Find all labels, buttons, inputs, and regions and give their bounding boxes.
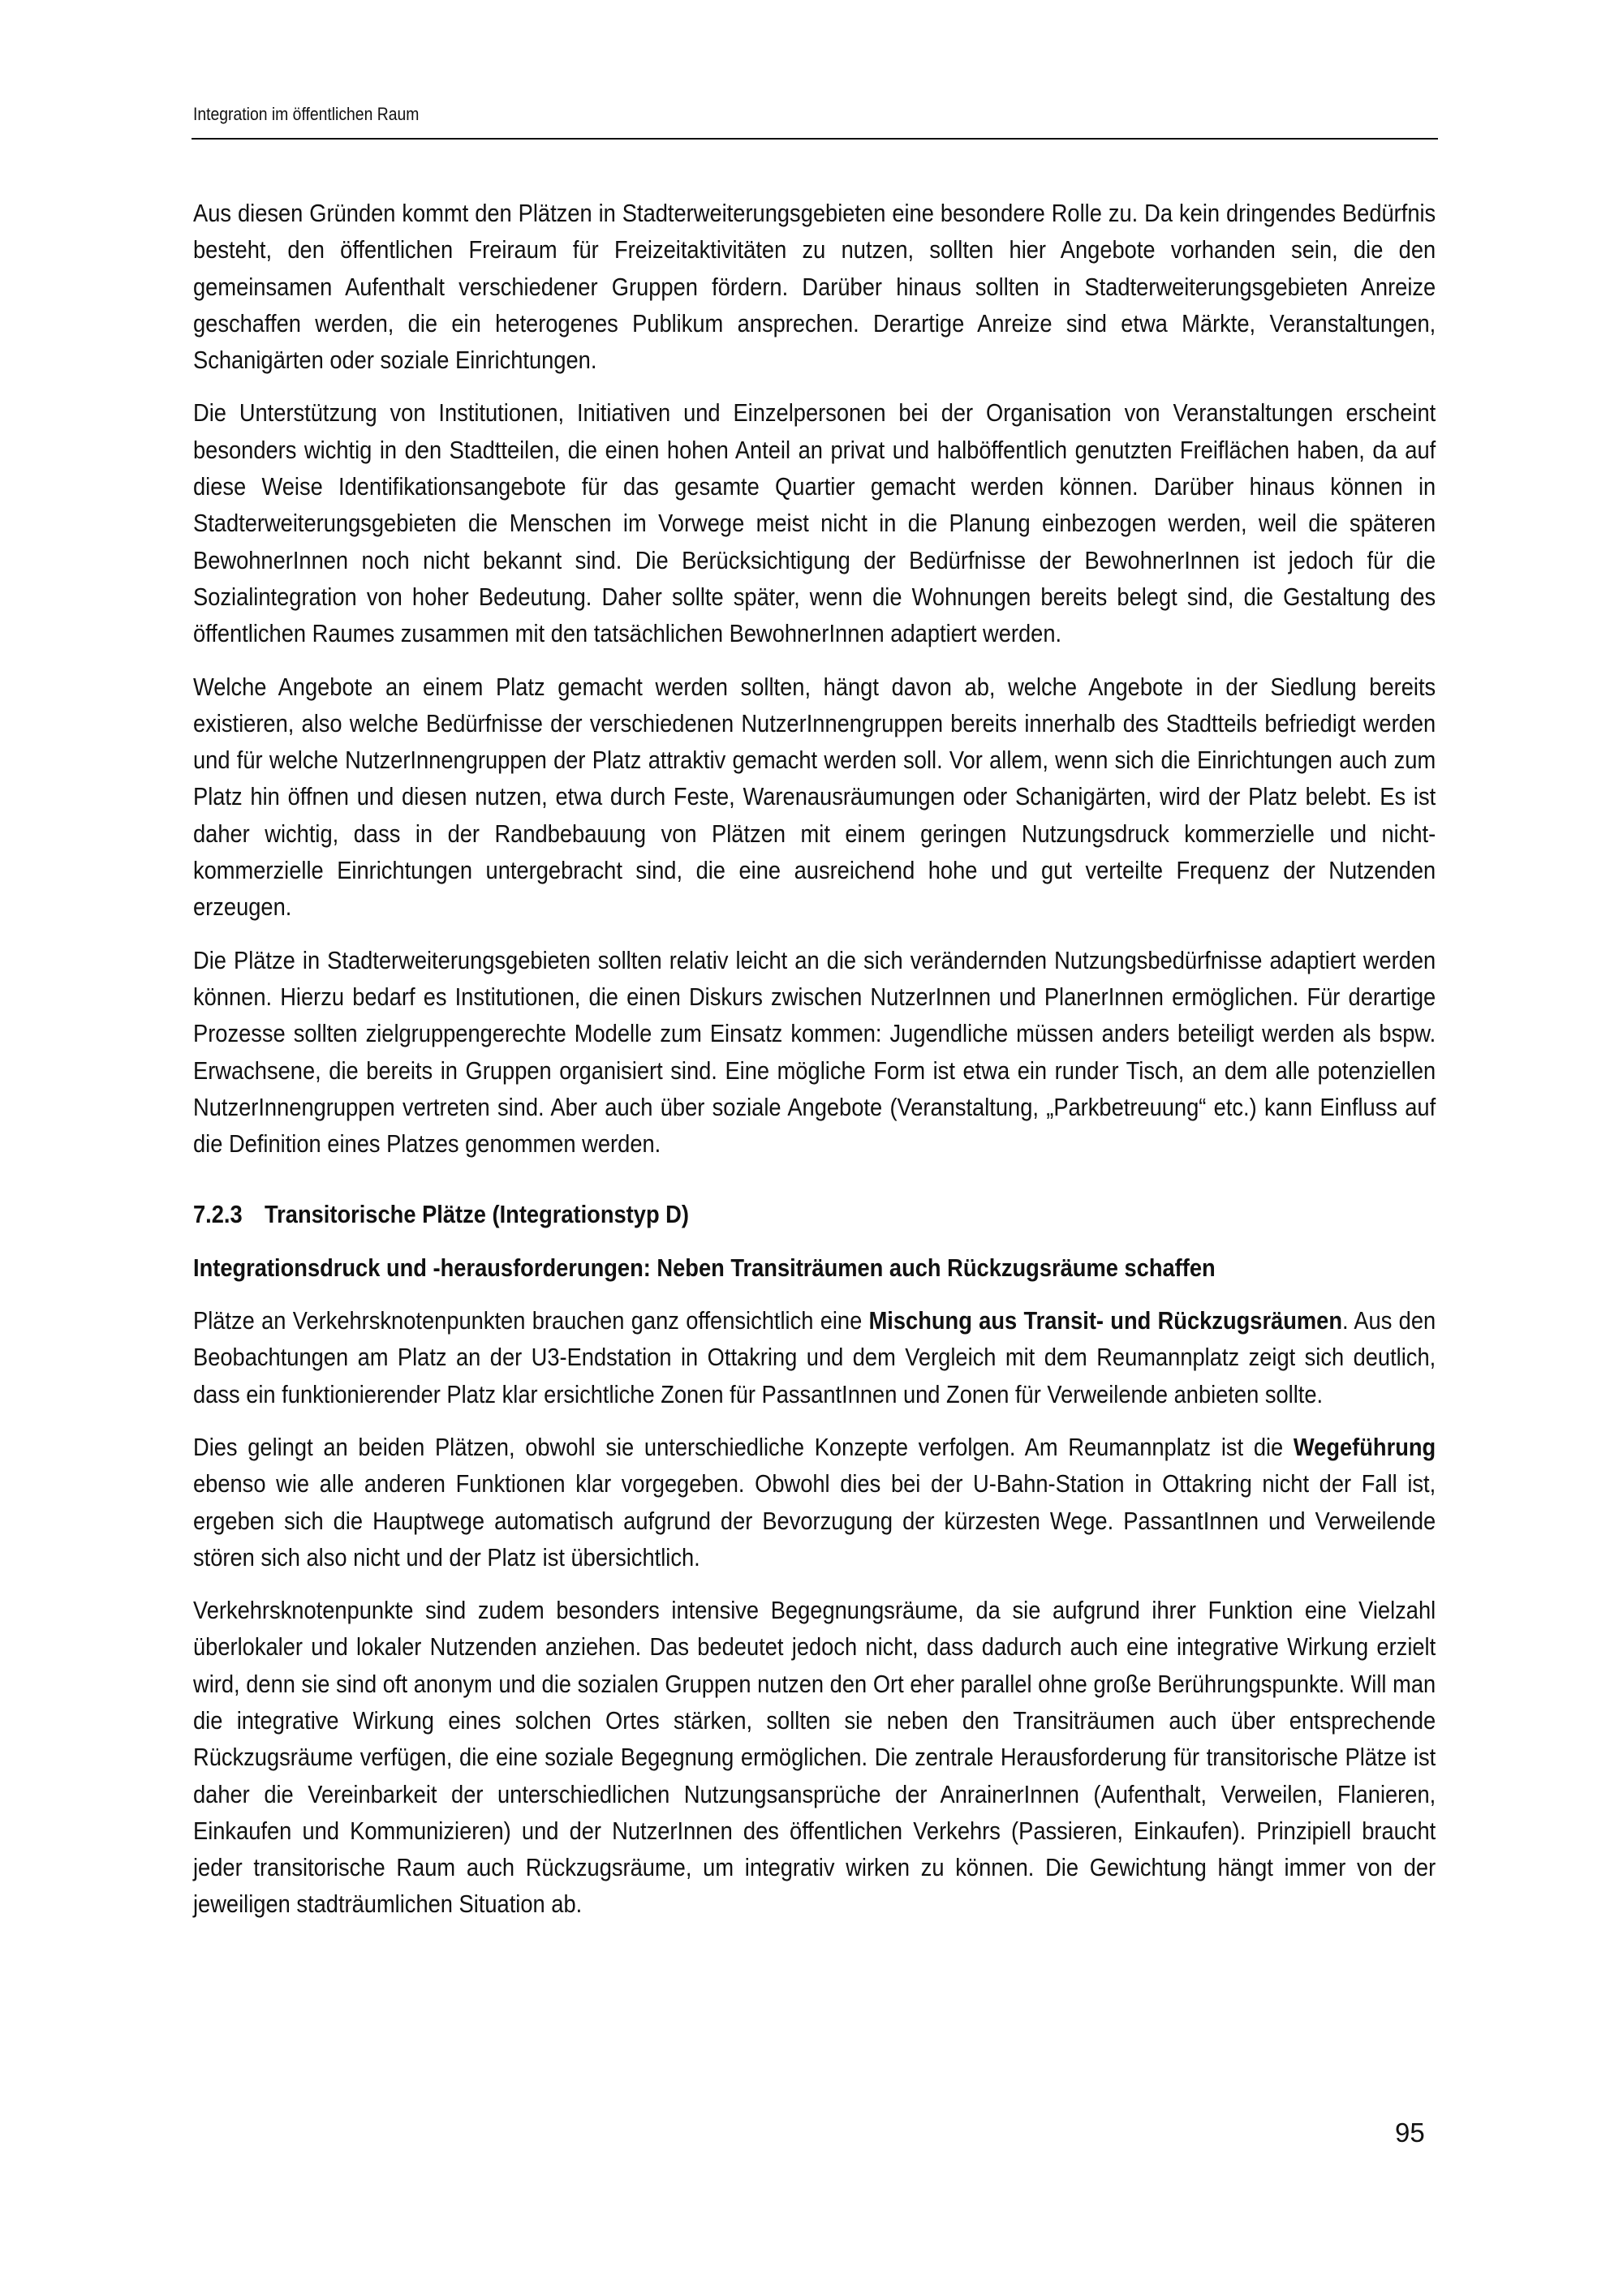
section-title: Transitorische Plätze (Integrationstyp D) — [265, 1200, 689, 1229]
section-number: 7.2.3 — [193, 1200, 243, 1229]
paragraph-6 — [193, 1429, 1436, 1576]
section-heading — [193, 1196, 1436, 1232]
paragraph-6-text-a: Dies gelingt an beiden Plätzen, obwohl sie unterschiedliche Konzepte verfolgen. Am Reumannplatz ist die — [193, 1432, 1294, 1461]
paragraph-7: Verkehrsknotenpunkte sind zudem besonders intensive Begegnungsräume, da sie aufgrund ihrer Funktion eine Vielzahl überlokaler und lokaler Nutzenden anziehen. Das bedeutet jedoch nicht, dass dadurch auch eine integrative Wirkung erzielt wird, denn sie sind oft anonym und die sozialen Gruppen nutzen den Ort eher parallel ohne große Berührungspunkte. Will man die integrative Wirkung eines solchen Ortes stärken, sollten sie neben den Transiträumen auch über entsprechende Rückzugsräume verfügen, die eine soziale Begegnung ermöglichen. Die zentrale Herausforderung für transitorische Plätze ist daher die Vereinbarkeit der unterschiedlichen Nutzungsansprüche der AnrainerInnen (Aufenthalt, Verweilen, Flanieren, Einkaufen und Kommunizieren) und der NutzerInnen des öffentlichen Verkehrs (Passieren, Einkaufen). Prinzipiell braucht jeder transitorische Raum auch Rückzugsräume, um integrativ wirken zu können. Die Gewichtung hängt immer von der jeweiligen stadträumlichen Situation ab. — [193, 1596, 1436, 1919]
body-text — [193, 195, 1436, 1939]
paragraph-6-emphasis: Wegeführung — [1293, 1432, 1436, 1461]
running-header: Integration im öffentlichen Raum — [193, 104, 420, 124]
paragraph-3: Welche Angebote an einem Platz gemacht werden sollten, hängt davon ab, welche Angebote in der Siedlung bereits existieren, also welche Bedürfnisse der verschiedenen NutzerInnengruppen bereits innerhalb des Stadtteils befriedigt werden und für welche NutzerInnengruppen der Platz attraktiv gemacht werden soll. Vor allem, wenn sich die Einrichtungen auch zum Platz hin öffnen und diesen nutzen, etwa durch Feste, Warenausräumungen oder Schanigärten, wird der Platz belebt. Es ist daher wichtig, dass in der Randbebauung von Plätzen mit einem geringen Nutzungsdruck kommerzielle und nicht-kommerzielle Einrichtungen untergebracht sind, die eine ausreichend hohe und gut verteilte Frequenz der Nutzenden erzeugen. — [193, 672, 1436, 922]
paragraph-4: Die Plätze in Stadterweiterungsgebieten sollten relativ leicht an die sich verändernden Nutzungsbedürfnisse adaptiert werden können. Hierzu bedarf es Institutionen, die einen Diskurs zwischen NutzerInnen und PlanerInnen ermöglichen. Für derartige Prozesse sollten zielgruppengerechte Modelle zum Einsatz kommen: Jugendliche müssen anders beteiligt werden als bspw. Erwachsene, die bereits in Gruppen organisiert sind. Eine mögliche Form ist etwa ein runder Tisch, an dem alle potenziellen NutzerInnengruppen vertreten sind. Aber auch über soziale Angebote (Veranstaltung, „Parkbetreuung“ etc.) kann Einfluss auf die Definition eines Platzes genommen werden. — [193, 945, 1436, 1159]
header-rule — [192, 138, 1438, 140]
page-number: 95 — [1395, 2118, 1425, 2148]
paragraph-5-text-b: . Aus den Beobachtungen am Platz an der U3-Endstation in Ottakring und dem Vergleich mit dem Reumannplatz zeigt sich deutlich, dass ein funktionierender Platz klar ersichtliche Zonen für PassantInnen und Zonen für Verweilende anbieten sollte. — [193, 1306, 1436, 1408]
paragraph-2: Die Unterstützung von Institutionen, Initiativen und Einzelpersonen bei der Organisation von Veranstaltungen erscheint besonders wichtig in den Stadtteilen, die einen hohen Anteil an privat und halböffentlich genutzten Freiflächen haben, da auf diese Weise Identifikationsangebote für das gesamte Quartier gemacht werden können. Darüber hinaus können in Stadterweiterungsgebieten die Menschen im Vorwege meist nicht in die Planung einbezogen werden, weil die späteren BewohnerInnen noch nicht bekannt sind. Die Berücksichtigung der Bedürfnisse der BewohnerInnen ist jedoch für die Sozialintegration von hoher Bedeutung. Daher sollte später, wenn die Wohnungen bereits belegt sind, die Gestaltung des öffentlichen Raumes zusammen mit den tatsächlichen BewohnerInnen adaptiert werden. — [193, 398, 1436, 648]
paragraph-5-emphasis: Mischung aus Transit- und Rückzugsräumen — [868, 1306, 1342, 1335]
paragraph-5-text-a: Plätze an Verkehrsknotenpunkten brauchen ganz offensichtlich eine — [193, 1306, 869, 1335]
paragraph-5 — [193, 1302, 1436, 1412]
paragraph-1: Aus diesen Gründen kommt den Plätzen in Stadterweiterungsgebieten eine besondere Rolle zu. Da kein dringendes Bedürfnis besteht, den öffentlichen Freiraum für Freizeitaktivitäten zu nutzen, sollten hier Angebote vorhanden sein, die den gemeinsamen Aufenthalt verschiedener Gruppen fördern. Darüber hinaus sollten in Stadterweiterungsgebieten Anreize geschaffen werden, die ein heterogenes Publikum ansprechen. Derartige Anreize sind etwa Märkte, Veranstaltungen, Schanigärten oder soziale Einrichtungen. — [193, 199, 1436, 375]
subheading: Integrationsdruck und -herausforderungen: Neben Transiträumen auch Rückzugsräume schaffen — [193, 1253, 1216, 1282]
paragraph-6-text-b: ebenso wie alle anderen Funktionen klar vorgegeben. Obwohl dies bei der U-Bahn-Station in Ottakring nicht der Fall ist, ergeben sich die Hauptwege automatisch aufgrund der Bevorzugung der kürzesten Wege. PassantInnen und Verweilende stören sich also nicht und der Platz ist übersichtlich. — [193, 1469, 1436, 1572]
